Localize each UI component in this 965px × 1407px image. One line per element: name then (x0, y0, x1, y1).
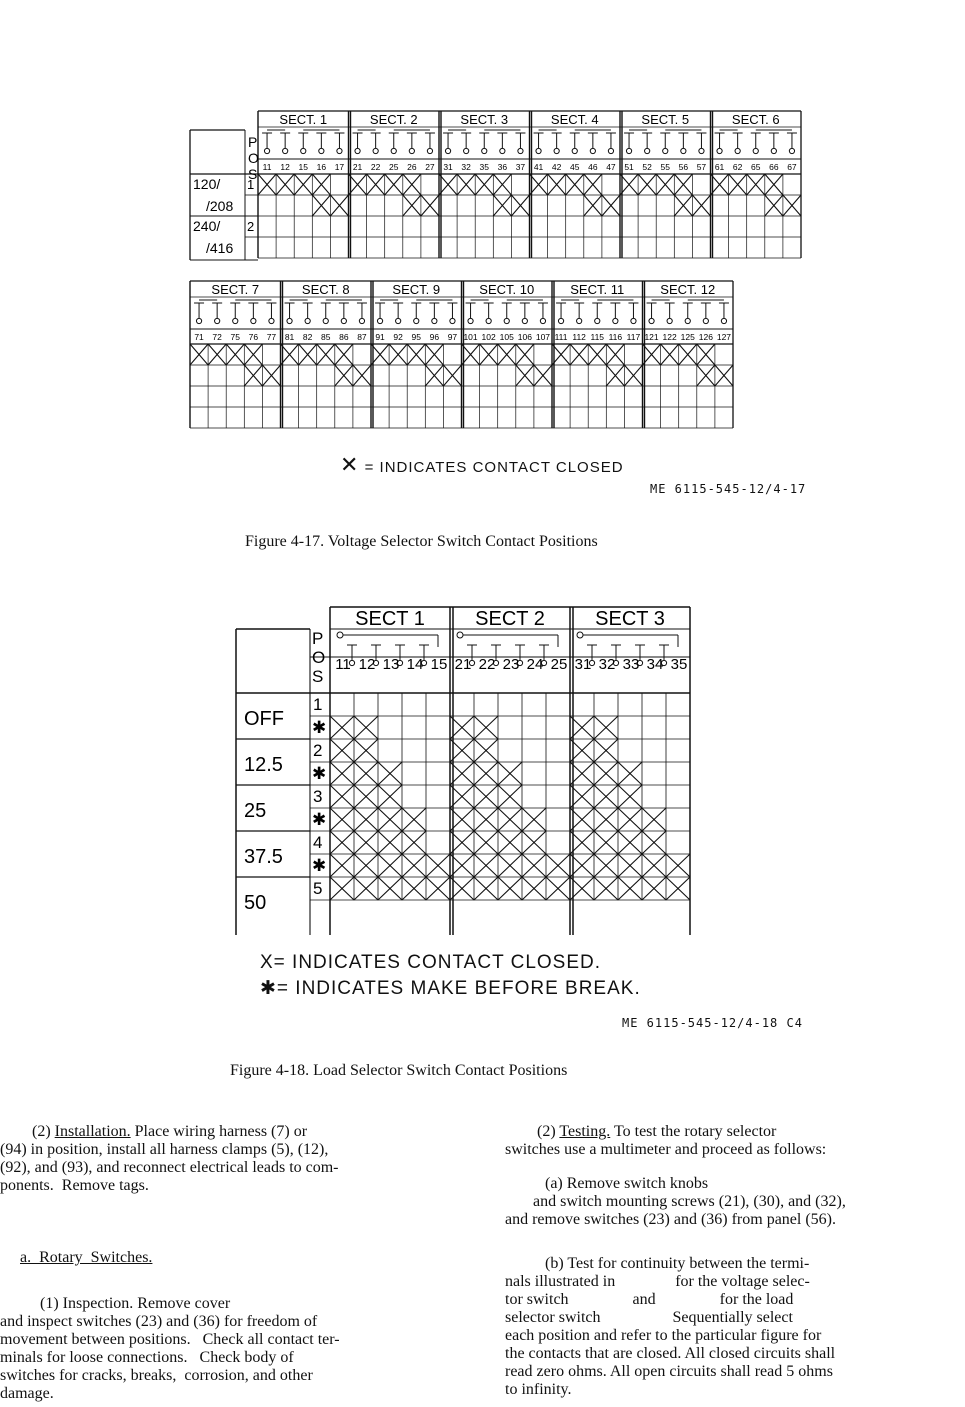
contact-symbol (337, 148, 342, 153)
contact-number: 25 (389, 162, 399, 172)
legend-make-before-break: ✱= INDICATES MAKE BEFORE BREAK. (260, 978, 641, 999)
para-num: (2) (32, 1123, 55, 1140)
para-line: movement between positions. Check all contact ter- (0, 1331, 340, 1348)
contact-number: 61 (714, 162, 725, 172)
contact-symbol (649, 318, 654, 323)
para-line: each position and refer to the particular figure for (505, 1327, 822, 1344)
contact-number: 36 (497, 162, 508, 172)
pos-letter: P (248, 134, 258, 150)
para-text: (1) Inspection. Remove cover (40, 1295, 231, 1312)
contact-symbol (703, 318, 708, 323)
contact-symbol (464, 148, 469, 153)
para-line (505, 1309, 965, 1327)
para-text: for the voltage selec- (675, 1273, 810, 1290)
figure-caption: Figure 4-17. Voltage Selector Switch Contact Positions (245, 533, 598, 550)
para-line (505, 1273, 965, 1291)
contact-number: 62 (732, 162, 743, 172)
section-label: SECT. 10 (479, 282, 535, 297)
contact-symbol (323, 318, 328, 323)
contact-number: 105 (499, 332, 514, 342)
para-text: Sequentially select (672, 1309, 793, 1326)
pos-letter: S (248, 166, 258, 182)
section-label: SECT. 5 (641, 112, 690, 127)
contact-symbol (626, 148, 631, 153)
contact-number: 66 (769, 162, 779, 172)
contact-symbol (432, 318, 437, 323)
contact-symbol (667, 318, 672, 323)
figure-caption: Figure 4-18. Load Selector Switch Contact Positions (230, 1062, 568, 1079)
contact-symbol (645, 148, 650, 153)
contact-number: 95 (411, 332, 421, 342)
contact-number: 75 (230, 332, 240, 342)
installation-para (0, 1123, 470, 1141)
contact-number: 15 (430, 656, 448, 673)
contact-number: 42 (551, 162, 562, 172)
para-line: and remove switches (23) and (36) from panel (56). (505, 1211, 836, 1228)
para-text: (a) Remove switch knobs (545, 1175, 709, 1192)
contact-symbol (735, 148, 740, 153)
make-before-break-icon: ✱ (312, 856, 327, 875)
contact-symbol (301, 148, 306, 153)
position-label: 25 (244, 800, 267, 822)
contact-number: 51 (624, 162, 634, 172)
contact-symbol (663, 148, 668, 153)
contact-number: 125 (680, 332, 695, 342)
make-before-break-icon: ✱ (312, 764, 327, 783)
voltage-selector-diagram (0, 0, 965, 520)
contact-symbol (572, 148, 577, 153)
contact-number: 86 (339, 332, 349, 342)
contact-symbol (554, 148, 559, 153)
position-label: /416 (206, 240, 234, 256)
contact-symbol (721, 318, 726, 323)
contact-number: 32 (461, 162, 471, 172)
section-label: SECT 2 (475, 608, 545, 630)
contact-number: 85 (321, 332, 331, 342)
contact-symbol (269, 318, 274, 323)
contact-symbol (215, 318, 220, 323)
contact-number: 33 (622, 656, 640, 673)
para-line (505, 1291, 965, 1309)
contact-symbol (558, 318, 563, 323)
contact-symbol (450, 318, 455, 323)
contact-symbol (613, 318, 618, 323)
pos-number: 2 (313, 741, 323, 760)
para-line (505, 1193, 965, 1211)
contact-number: 127 (716, 332, 732, 342)
contact-number: 32 (598, 656, 616, 673)
section-label: SECT. 4 (550, 112, 599, 127)
contact-number: 24 (526, 656, 544, 673)
contact-symbol (595, 318, 600, 323)
para-line: and inspect switches (23) and (36) for freedom of (0, 1313, 318, 1330)
para-line: read zero ohms. All open circuits shall read 5 ohms (505, 1363, 833, 1380)
contact-number: 126 (698, 332, 713, 342)
para-num: (2) (537, 1123, 560, 1140)
para-title: Installation. (54, 1123, 131, 1140)
contact-number: 112 (572, 332, 586, 342)
contact-number: 65 (751, 162, 761, 172)
contact-number: 21 (352, 162, 363, 172)
contact-number: 11 (335, 656, 351, 673)
contact-symbol (233, 318, 238, 323)
contact-number: 72 (212, 332, 222, 342)
contact-number: 106 (517, 332, 532, 342)
para-line: damage. (0, 1385, 54, 1402)
contact-number: 67 (787, 162, 797, 172)
contact-number: 26 (407, 162, 417, 172)
contact-symbol (414, 318, 419, 323)
contact-number: 96 (429, 332, 440, 342)
section-label: SECT. 12 (660, 282, 716, 297)
section-label: SECT. 9 (392, 282, 441, 297)
contact-symbol (457, 632, 463, 638)
contact-number: 31 (443, 162, 453, 172)
section-label: SECT. 8 (301, 282, 350, 297)
contact-number: 13 (382, 656, 400, 673)
contact-symbol (391, 148, 396, 153)
contact-number: 45 (570, 162, 580, 172)
para-text: Place wiring harness (7) or (130, 1123, 308, 1140)
contact-symbol (522, 318, 527, 323)
make-before-break-icon: ✱ (312, 718, 327, 737)
contact-number: 117 (626, 332, 641, 342)
legend-text: = INDICATES CONTACT CLOSED (364, 459, 624, 476)
contact-symbol (482, 148, 487, 153)
contact-number: 25 (550, 656, 568, 673)
contact-symbol (789, 148, 794, 153)
position-label: OFF (244, 708, 284, 730)
contact-number: 15 (298, 162, 308, 172)
contact-number: 111 (554, 332, 568, 342)
section-label: SECT 1 (355, 608, 425, 630)
figure-ref: ME 6115-545-12/4-17 (650, 482, 807, 496)
pos-number: 1 (247, 177, 255, 192)
contact-symbol (504, 318, 509, 323)
position-label: /208 (206, 198, 234, 214)
contact-symbol (373, 148, 378, 153)
para-line: ponents. Remove tags. (0, 1177, 149, 1194)
contact-symbol (500, 148, 505, 153)
section-label: SECT. 7 (211, 282, 260, 297)
contact-number: 46 (588, 162, 598, 172)
pos-letter: O (312, 648, 326, 667)
contact-number: 92 (393, 332, 403, 342)
contact-number: 56 (678, 162, 689, 172)
para-text: nals illustrated in (505, 1273, 616, 1290)
contact-number: 35 (670, 656, 688, 673)
para-title: Testing. (559, 1123, 611, 1140)
contact-symbol (319, 148, 324, 153)
para-line: minals for loose connections. Check body of (0, 1349, 294, 1366)
contact-symbol (287, 318, 292, 323)
contact-symbol (608, 148, 613, 153)
section-label: SECT 3 (595, 608, 665, 630)
contact-number: 47 (606, 162, 616, 172)
para-text: and (632, 1291, 656, 1308)
contact-symbol (196, 318, 201, 323)
contact-symbol (264, 148, 269, 153)
contact-symbol (396, 318, 401, 323)
contact-symbol (590, 148, 595, 153)
para-text: To test the rotary selector (610, 1123, 777, 1140)
para-line: switches for cracks, breaks, corrosion, and other (0, 1367, 313, 1384)
contact-symbol (445, 148, 450, 153)
contact-number: 12 (280, 162, 290, 172)
legend-contact-closed-17 (340, 452, 624, 478)
pos-letter: O (248, 150, 259, 166)
testing-para (505, 1123, 965, 1141)
contact-number: 82 (302, 332, 313, 342)
legend-contact-closed-18: X= INDICATES CONTACT CLOSED. (260, 952, 602, 973)
load-selector-diagram (0, 595, 965, 935)
contact-symbol (359, 318, 364, 323)
contact-symbol (685, 318, 690, 323)
contact-number: 35 (479, 162, 489, 172)
contact-symbol (771, 148, 776, 153)
position-label: 240/ (193, 218, 221, 234)
contact-symbol (518, 148, 523, 153)
contact-number: 12 (358, 656, 376, 673)
section-label: SECT. 2 (369, 112, 418, 127)
contact-number: 17 (334, 162, 345, 172)
contact-symbol (577, 318, 582, 323)
contact-number: 122 (662, 332, 677, 342)
contact-number: 21 (454, 656, 472, 673)
contact-symbol (540, 318, 545, 323)
contact-symbol (717, 148, 722, 153)
contact-number: 102 (481, 332, 496, 342)
contact-number: 31 (574, 656, 592, 673)
para-line: the contacts that are closed. All closed circuits shall (505, 1345, 836, 1362)
contact-symbol (305, 318, 310, 323)
contact-number: 27 (425, 162, 435, 172)
contact-symbol (355, 148, 360, 153)
pos-number: 4 (313, 833, 323, 852)
contact-number: 77 (266, 332, 277, 342)
contact-number: 57 (696, 162, 707, 172)
position-label: 50 (244, 892, 267, 914)
para-text: for the load (719, 1291, 794, 1308)
para-line: (92), and (93), and reconnect electrical leads to com- (0, 1159, 339, 1176)
contact-symbol (536, 148, 541, 153)
contact-symbol (753, 148, 758, 153)
section-label: SECT. 1 (279, 112, 328, 127)
para-line: switches use a multimeter and proceed as follows: (505, 1141, 827, 1158)
contact-number: 11 (262, 162, 272, 172)
contact-number: 81 (284, 332, 295, 342)
contact-symbol (631, 318, 636, 323)
section-label: SECT. 3 (460, 112, 509, 127)
pos-number: 1 (313, 695, 323, 714)
contact-symbol (341, 318, 346, 323)
para-line: (94) in position, install all harness clamps (5), (12), (0, 1141, 329, 1158)
contact-symbol (409, 148, 414, 153)
contact-number: 107 (535, 332, 551, 342)
contact-number: 116 (608, 332, 623, 342)
contact-number: 91 (375, 332, 385, 342)
contact-symbol (486, 318, 491, 323)
position-label: 37.5 (244, 846, 283, 868)
contact-symbol (577, 632, 583, 638)
para-line: to infinity. (505, 1381, 572, 1398)
section-heading (0, 1249, 470, 1267)
contact-number: 14 (406, 656, 424, 673)
contact-number: 71 (194, 332, 204, 342)
step-b (505, 1255, 965, 1273)
x-mark-icon: ✕ (340, 452, 360, 477)
contact-number: 37 (515, 162, 526, 172)
position-label: 12.5 (244, 754, 283, 776)
para-text: tor switch (505, 1291, 569, 1308)
para-text: and switch mounting screws (21), (30), and (32), (533, 1193, 846, 1210)
contact-number: 34 (646, 656, 664, 673)
section-label: SECT. 11 (570, 282, 625, 297)
para-text: selector switch (505, 1309, 601, 1326)
position-label: 120/ (193, 176, 221, 192)
contact-number: 115 (590, 332, 605, 342)
heading-text: a. Rotary Switches. (20, 1249, 153, 1266)
contact-number: 16 (316, 162, 327, 172)
contact-symbol (427, 148, 432, 153)
contact-number: 101 (463, 332, 478, 342)
contact-symbol (283, 148, 288, 153)
contact-number: 55 (660, 162, 670, 172)
contact-number: 121 (644, 332, 659, 342)
contact-number: 97 (447, 332, 458, 342)
contact-number: 52 (642, 162, 652, 172)
pos-number: 3 (313, 787, 323, 806)
contact-symbol (337, 632, 343, 638)
contact-symbol (377, 318, 382, 323)
contact-number: 76 (248, 332, 259, 342)
pos-letter: P (312, 629, 324, 648)
pos-number: 2 (247, 219, 255, 234)
section-label: SECT. 6 (731, 112, 780, 127)
contact-symbol (681, 148, 686, 153)
contact-symbol (699, 148, 704, 153)
contact-number: 87 (357, 332, 367, 342)
para-text: (b) Test for continuity between the termi- (545, 1255, 810, 1272)
contact-symbol (251, 318, 256, 323)
contact-number: 22 (370, 162, 381, 172)
pos-number: 5 (313, 879, 323, 898)
inspection-para (0, 1295, 470, 1313)
make-before-break-icon: ✱ (312, 810, 327, 829)
pos-letter: S (312, 667, 324, 686)
contact-number: 41 (533, 162, 544, 172)
right-column (505, 1123, 965, 1399)
figure-ref: ME 6115-545-12/4-18 C4 (622, 1016, 803, 1030)
left-column (0, 1123, 470, 1403)
contact-number: 22 (478, 656, 496, 673)
contact-symbol (468, 318, 473, 323)
contact-number: 23 (502, 656, 520, 673)
step-a (505, 1175, 965, 1193)
